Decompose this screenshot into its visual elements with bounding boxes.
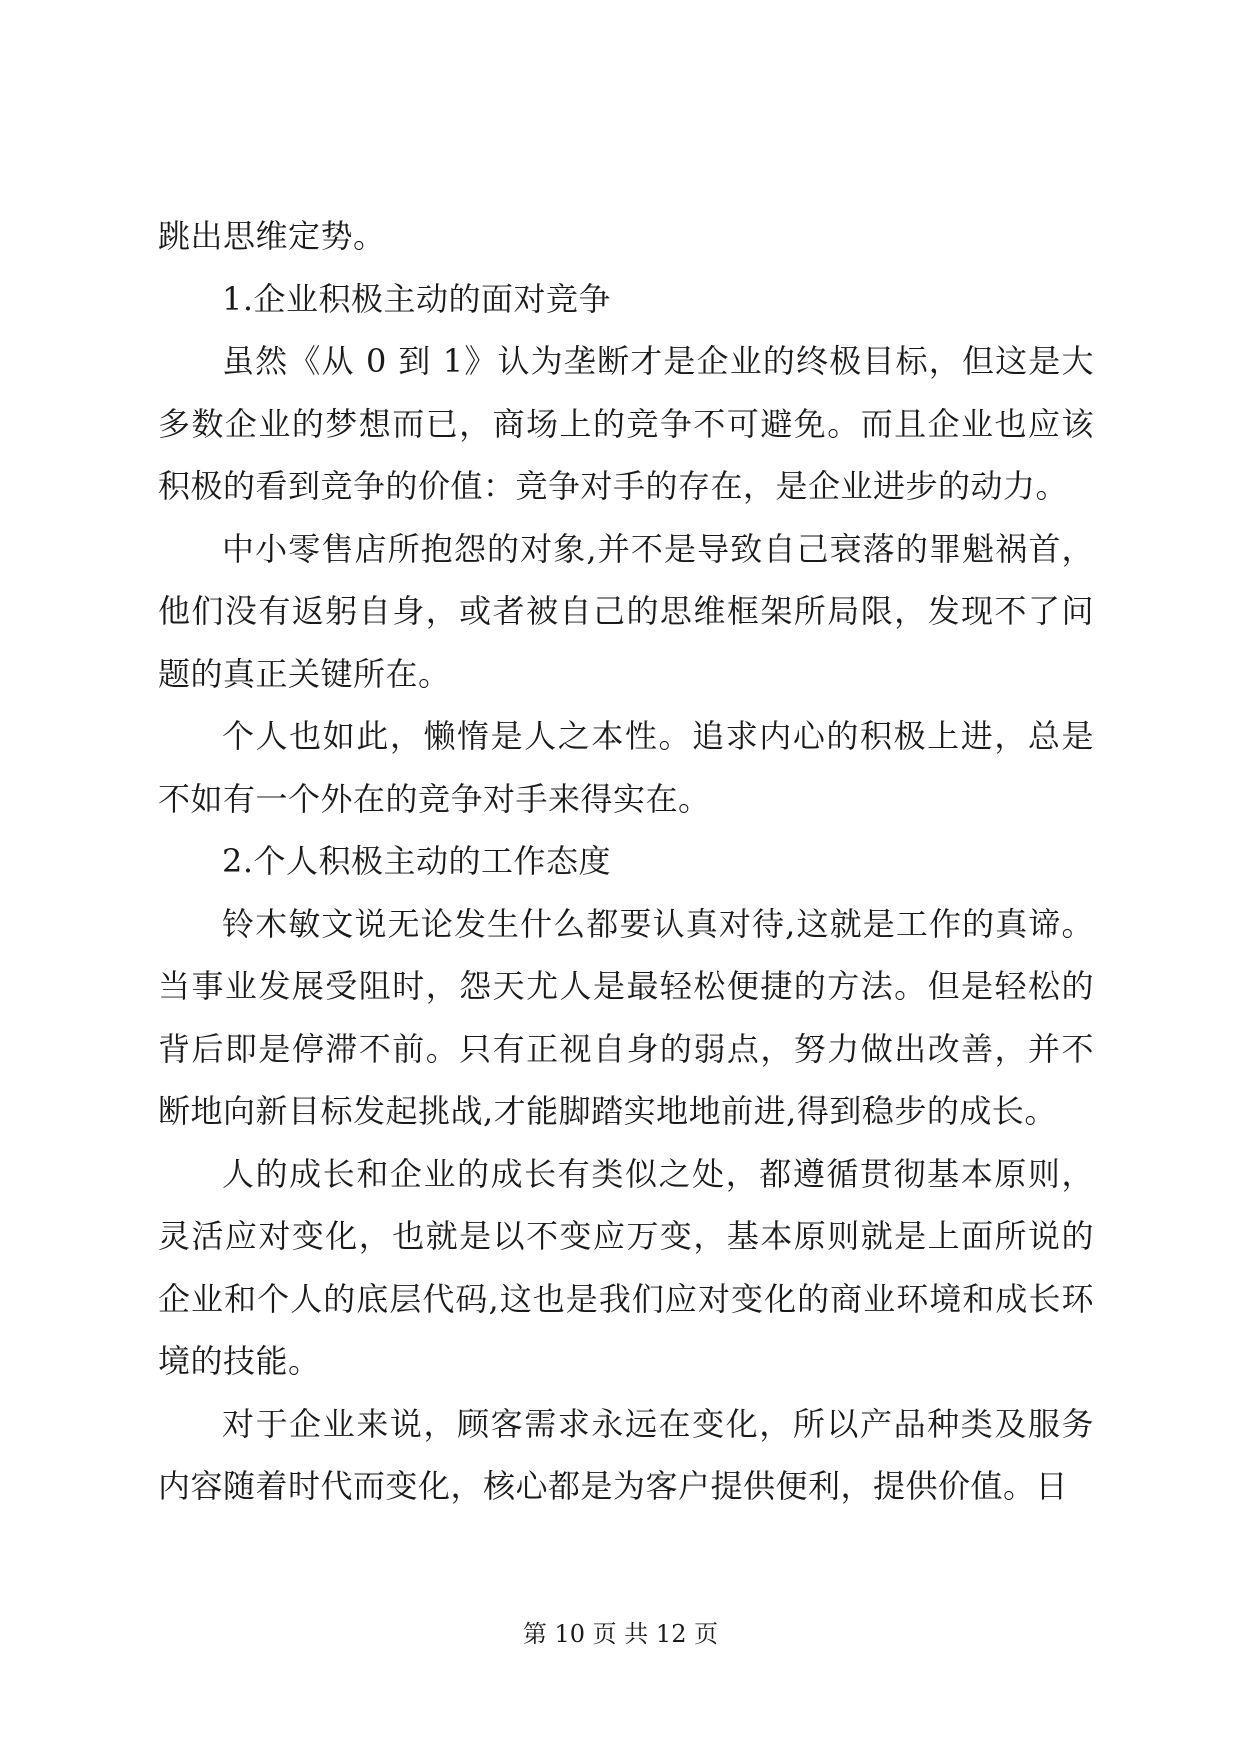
page-number: 第 10 页 共 12 页 (522, 1620, 719, 1648)
paragraph: 铃木敏文说无论发生什么都要认真对待,这就是工作的真谛。当事业发展受阻时，怨天尤人是最轻松便捷的方法。但是轻松的背后即是停滞不前。只有正视自身的弱点，努力做出改善，并不断地向新目标发起挑战,才能脚踏实地地前进,得到稳步的成长。 (158, 904, 1094, 1130)
paragraph-continuation: 跳出思维定势。 (158, 217, 386, 255)
paragraph: 个人也如此，懒惰是人之本性。追求内心的积极上进，总是不如有一个外在的竞争对手来得实在。 (158, 717, 1094, 818)
section-heading-1: 1.企业积极主动的面对竞争 (222, 279, 612, 318)
paragraph: 虽然《从 0 到 1》认为垄断才是企业的终极目标，但这是大多数企业的梦想而已，商场上的竞争不可避免。而且企业也应该积极的看到竞争的价值：竞争对手的存在，是企业进步的动力。 (158, 342, 1094, 505)
section-heading-2: 2.个人积极主动的工作态度 (222, 842, 612, 880)
paragraph: 中小零售店所抱怨的对象,并不是导致自己衰落的罪魁祸首，他们没有返躬自身，或者被自己的思维框架所局限，发现不了问题的真正关键所在。 (158, 529, 1094, 693)
page-footer (0, 1614, 1241, 1649)
body-text (158, 205, 1094, 1518)
paragraph: 对于企业来说，顾客需求永远在变化，所以产品种类及服务内容随着时代而变化，核心都是为客户提供便利，提供价值。日 (158, 1404, 1094, 1505)
paragraph: 人的成长和企业的成长有类似之处，都遵循贯彻基本原则，灵活应对变化，也就是以不变应万变，基本原则就是上面所说的企业和个人的底层代码,这也是我们应对变化的商业环境和成长环境的技能。 (158, 1154, 1094, 1380)
